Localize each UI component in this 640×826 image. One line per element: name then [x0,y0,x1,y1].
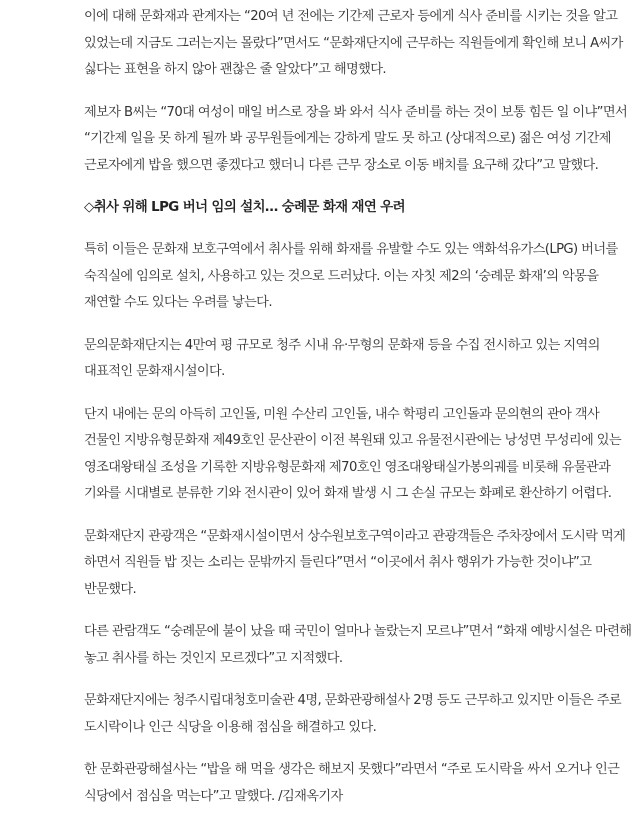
paragraph-complex-description: 문의문화재단지는 4만여 평 규모로 청주 시내 유·무형의 문화재 등을 수집 전시하고 있는 지역의 대표적인 문화재시설이다. [84,337,600,379]
paragraph-other-staff: 문화재단지에는 청주시립대청호미술관 4명, 문화관광해설사 2명 등도 근무하고 있지만 이들은 주로 도시락이나 인근 식당을 이용해 점심을 해결하고 있다. [84,693,622,735]
paragraph-official-response: 이에 대해 문화재과 관계자는 “20여 년 전에는 기간제 근로자 등에게 식사 준비를 시키는 것을 알고 있었는데 지금도 그러는지는 몰랐다”면서도 “문화재단지에 근무하는 직원들에게 확인해 보니 A씨가 싫다는 표현을 하지 않아 괜찮은 줄 알았다”고 해명했다. [84,9,623,77]
paragraph-guide-quote: 한 문화관광해설사는 “밥을 해 먹을 생각은 해보지 못했다”라면서 “주로 도시락을 싸서 오거나 인근 식당에서 점심을 먹는다”고 말했다. /김재옥기자 [84,762,620,804]
paragraph-visitor-complaint: 문화재단지 관광객은 “문화재시설이면서 상수원보호구역이라고 관광객들은 주차장에서 도시락 먹게 하면서 직원들 밥 짓는 소리는 문밖까지 들린다”면서 “이곳에서 취사 행위가 가능한 것이냐”고 반문했다. [84,528,626,597]
paragraph-lpg-burner: 특히 이들은 문화재 보호구역에서 취사를 위해 화재를 유발할 수도 있는 액화석유가스(LPG) 버너를 숙직실에 임의로 설치, 사용하고 있는 것으로 드러났다. 이는 자칫 제2의 ‘숭례문 화재’의 악몽을 재연할 수도 있다는 우려를 낳는다. [84,242,618,310]
paragraph-complex-contents: 단지 내에는 문의 아득히 고인돌, 미원 수산리 고인돌, 내수 학평리 고인돌과 문의현의 관아 객사 건물인 지방유형문화재 제49호인 문산관이 이전 복원돼 있고 유물전시관에는 낭성면 무성리에 있는 영조대왕태실 조성을 기록한 지방유형문화재 제70호인 영조대왕태실가봉의궤를 비롯해 유물관과 기와를 시대별로 분류한 기와 전시관이 있어 화재 발생 시 그 손실 규모는 화폐로 환산하기 어렵다. [84,406,622,501]
article-body [84,4,632,826]
paragraph-other-visitor: 다른 관람객도 “숭례문에 불이 났을 때 국민이 얼마나 놀랐는지 모르냐”면서 “화재 예방시설은 마련해 놓고 취사를 하는 것인지 모르겠다”고 지적했다. [84,624,632,666]
section-subheading: ◇취사 위해 LPG 버너 임의 설치… 숭례문 화재 재연 우려 [84,200,405,215]
paragraph-informant-statement: 제보자 B씨는 “70대 여성이 매일 버스로 장을 봐 와서 식사 준비를 하는 것이 보통 힘든 일 이냐”면서 “기간제 일을 못 하게 될까 봐 공무원들에게는 강하게 말도 못 하고 (상대적으로) 젊은 여성 기간제 근로자에게 밥을 했으면 좋겠다고 했더니 다른 근무 장소로 이동 배치를 요구해 갔다”고 말했다. [84,104,628,173]
